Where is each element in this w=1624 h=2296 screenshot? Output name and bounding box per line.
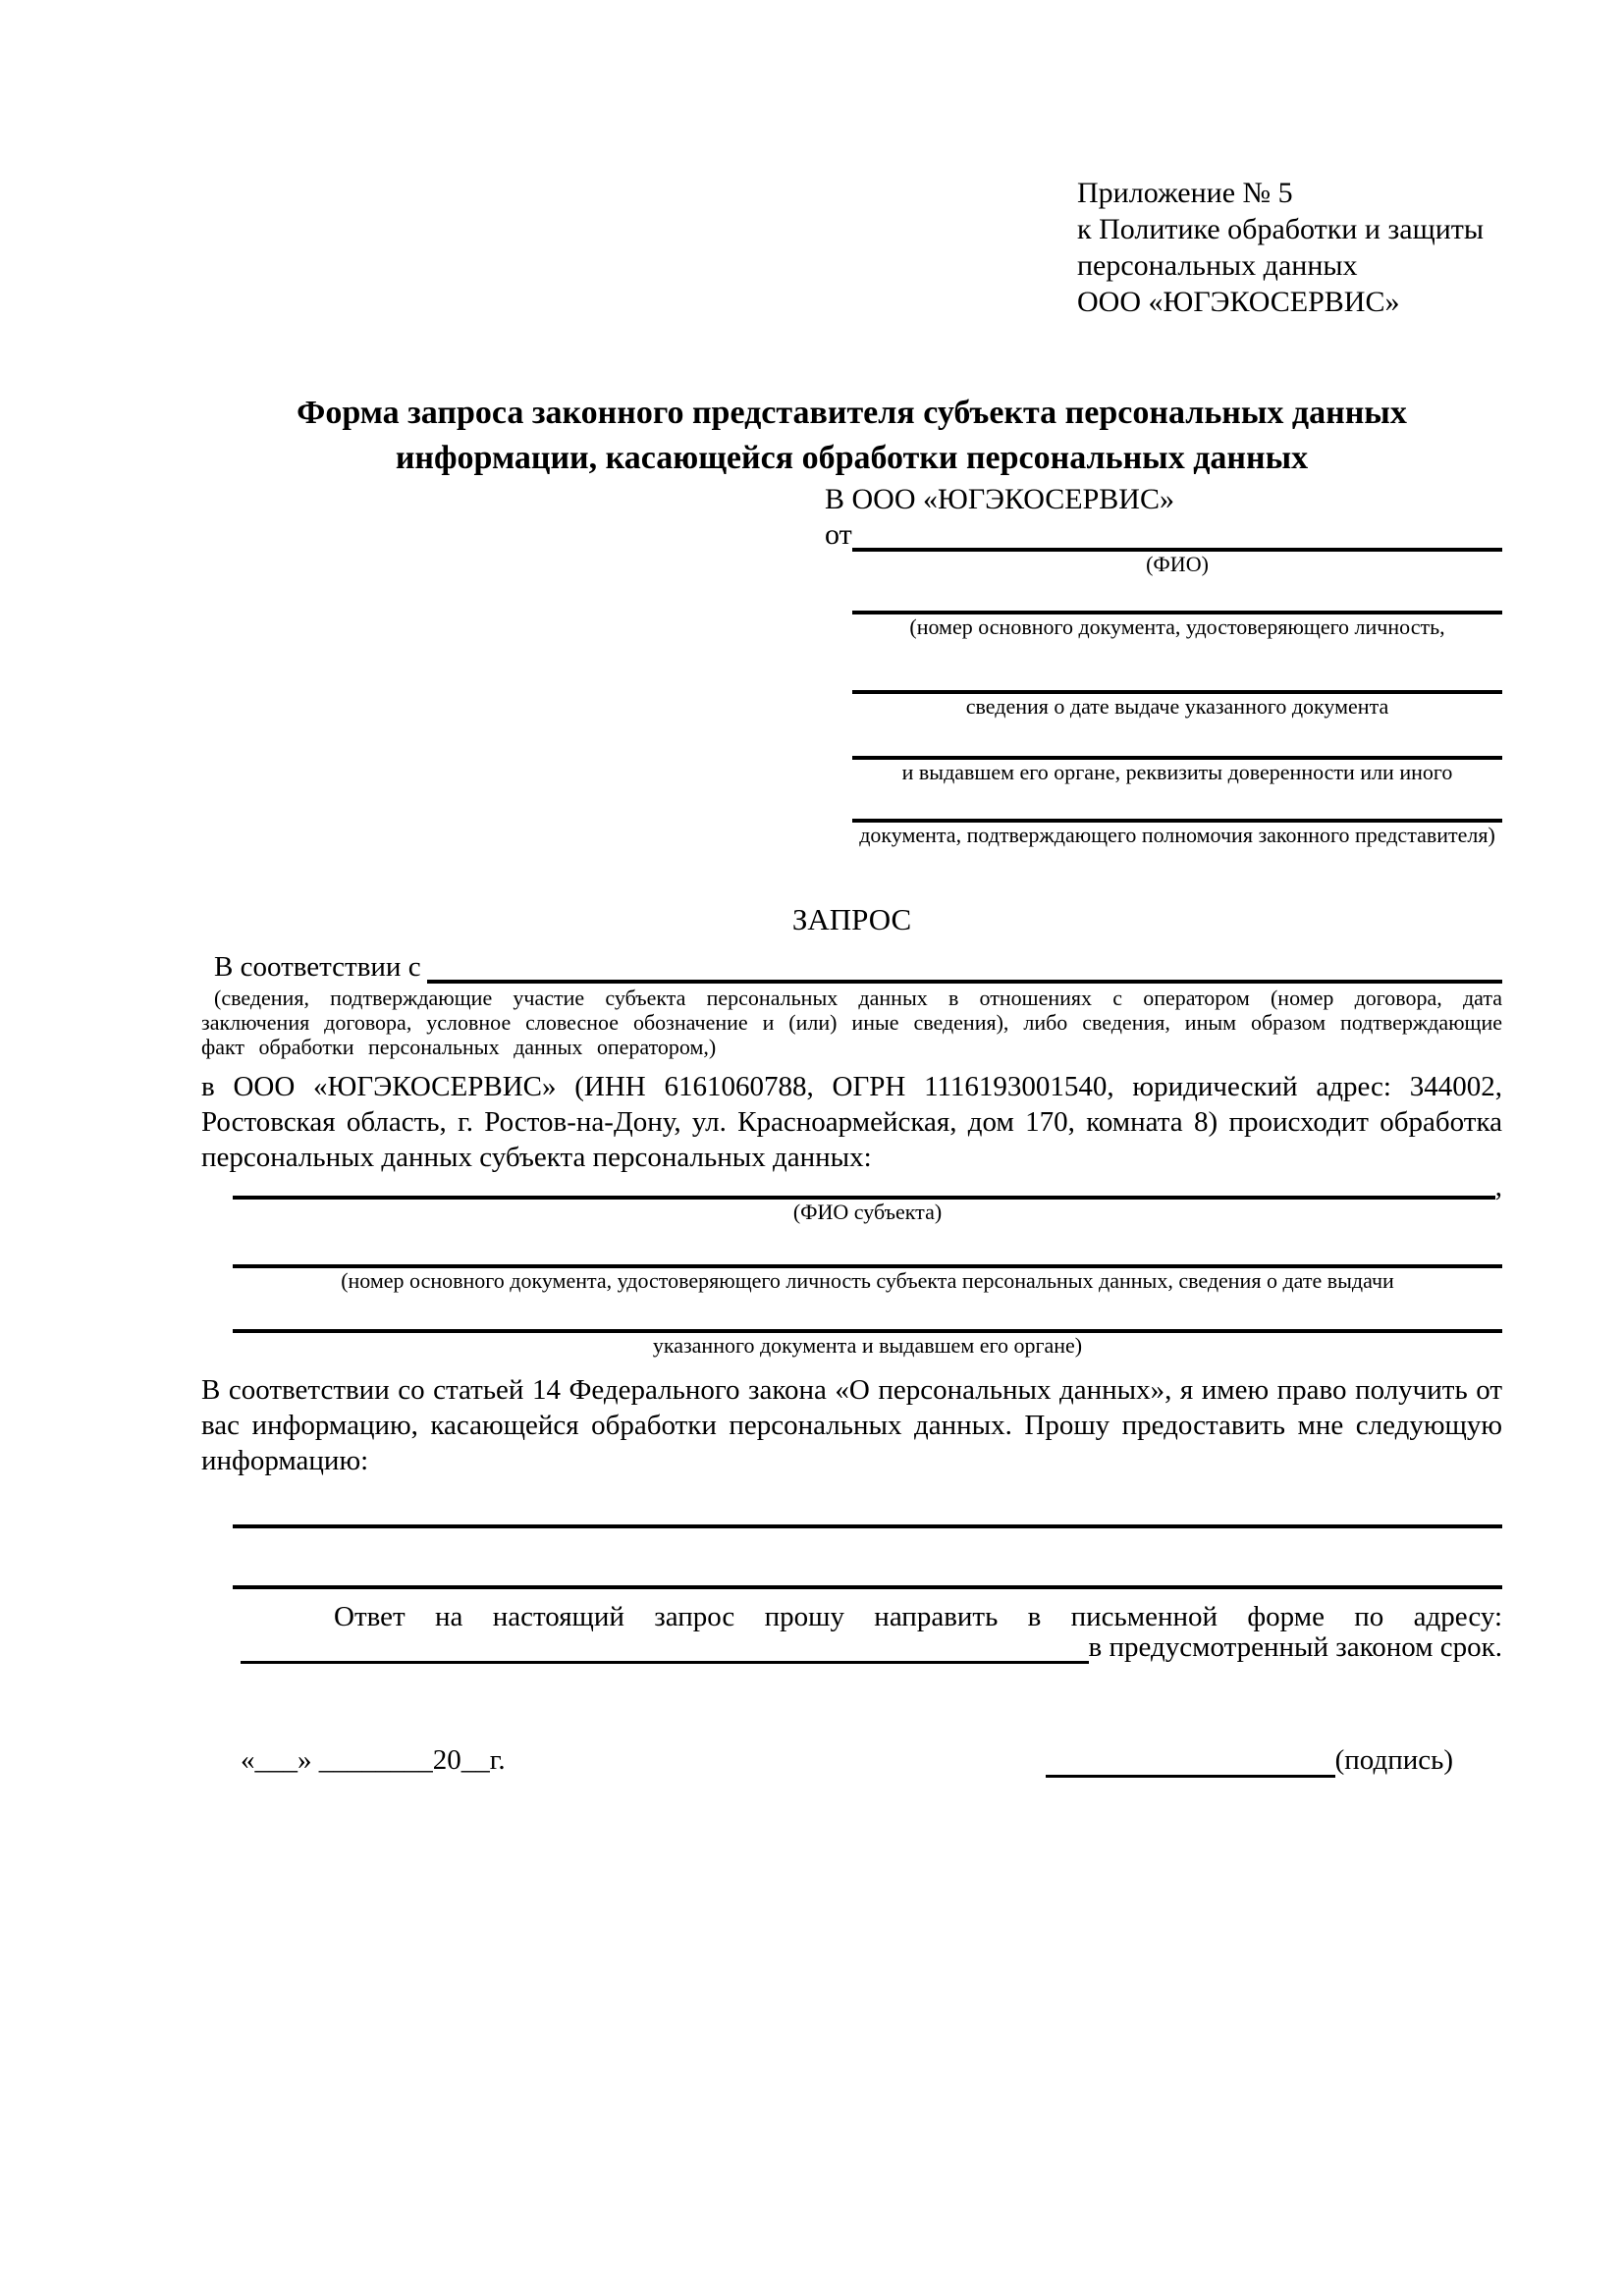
appendix-line: к Политике обработки и защиты	[1077, 213, 1485, 245]
information-field-line-1	[233, 1478, 1502, 1528]
form-title-line-2: информации, касающейся обработки персональных данных	[395, 440, 1309, 476]
basis-row	[201, 951, 1502, 984]
subject-fio-comma: ,	[1494, 1171, 1502, 1202]
request-heading: ЗАПРОС	[791, 902, 912, 936]
subject-fio-caption: (ФИО субъекта)	[792, 1200, 943, 1224]
representative-document-caption-2: сведения о дате выдаче указанного документа	[965, 694, 1389, 719]
representative-document-caption-1: (номер основного документа, удостоверяющего личность,	[909, 614, 1445, 639]
signature-group	[1046, 1742, 1453, 1778]
answer-intro: Ответ на настоящий запрос прошу направить в письменной форме по адресу:	[334, 1601, 1502, 1632]
basis-field-line	[427, 980, 1502, 984]
addressee-to: В ООО «ЮГЭКОСЕРВИС»	[825, 483, 1174, 515]
footer-row	[201, 1742, 1502, 1778]
appendix-line: ООО «ЮГЭКОСЕРВИС»	[1077, 286, 1400, 318]
appendix-line: Приложение № 5	[1077, 177, 1293, 209]
representative-document-field-line-1	[852, 577, 1502, 614]
operator-paragraph: в ООО «ЮГЭКОСЕРВИС» (ИНН 6161060788, ОГРН 1116193001540, юридический адрес: 344002, Ростовская область, г. Ростов-на-Дону, ул. Красноармейская, дом 170, комната 8) происходит обработка персональных данных субъекта персональных данных:	[201, 1071, 1502, 1173]
basis-label: В соответствии с	[214, 951, 421, 983]
representative-document-field-line-4	[852, 785, 1502, 823]
form-title	[201, 391, 1502, 481]
representative-document-caption-4: документа, подтверждающего полномочия законного представителя)	[859, 823, 1495, 847]
representative-document-caption-3: и выдавшем его органе, реквизиты доверенности или иного	[901, 760, 1453, 784]
subject-document-caption-1: (номер основного документа, удостоверяющего личность субъекта персональных данных, сведения о дате выдачи	[341, 1268, 1394, 1293]
subject-document-field-line-1	[233, 1225, 1502, 1268]
subject-fio-row	[201, 1171, 1502, 1202]
from-row	[825, 517, 1502, 552]
signature-field-line	[1046, 1747, 1335, 1778]
form-title-line-1: Форма запроса законного представителя субъекта персональных данных	[297, 395, 1407, 431]
appendix-note	[1077, 175, 1502, 320]
representative-document-field-line-2	[852, 640, 1502, 694]
date-blank: «___» ________20__г.	[241, 1744, 506, 1776]
addressee-block	[825, 481, 1502, 848]
representative-document-field-line-3	[852, 720, 1502, 760]
appendix-line: персональных данных	[1077, 249, 1358, 282]
subject-document-caption-2: указанного документа и выдавшем его органе)	[652, 1333, 1083, 1358]
signature-caption: (подпись)	[1334, 1744, 1453, 1776]
basis-note: (сведения, подтверждающие участие субъекта персональных данных в отношениях с оператором (номер договора, дата заключения договора, условное словесное обозначение и (или) иные сведения), либо сведения, иным образом подтверждающие факт обработки персональных данных оператором,)	[201, 986, 1502, 1059]
answer-address-field-line	[241, 1661, 1089, 1664]
fio-caption: (ФИО)	[1146, 552, 1209, 576]
subject-document-field-line-2	[233, 1294, 1502, 1333]
from-label: от	[825, 518, 852, 551]
law-paragraph: В соответствии со статьей 14 Федерального закона «О персональных данных», я имею право получить от вас информацию, касающейся обработки персональных данных. Прошу предоставить мне следующую информацию:	[201, 1374, 1502, 1476]
answer-address-row	[241, 1631, 1502, 1664]
information-field-line-2	[233, 1528, 1502, 1589]
answer-suffix: в предусмотренный законом срок.	[1088, 1631, 1502, 1663]
